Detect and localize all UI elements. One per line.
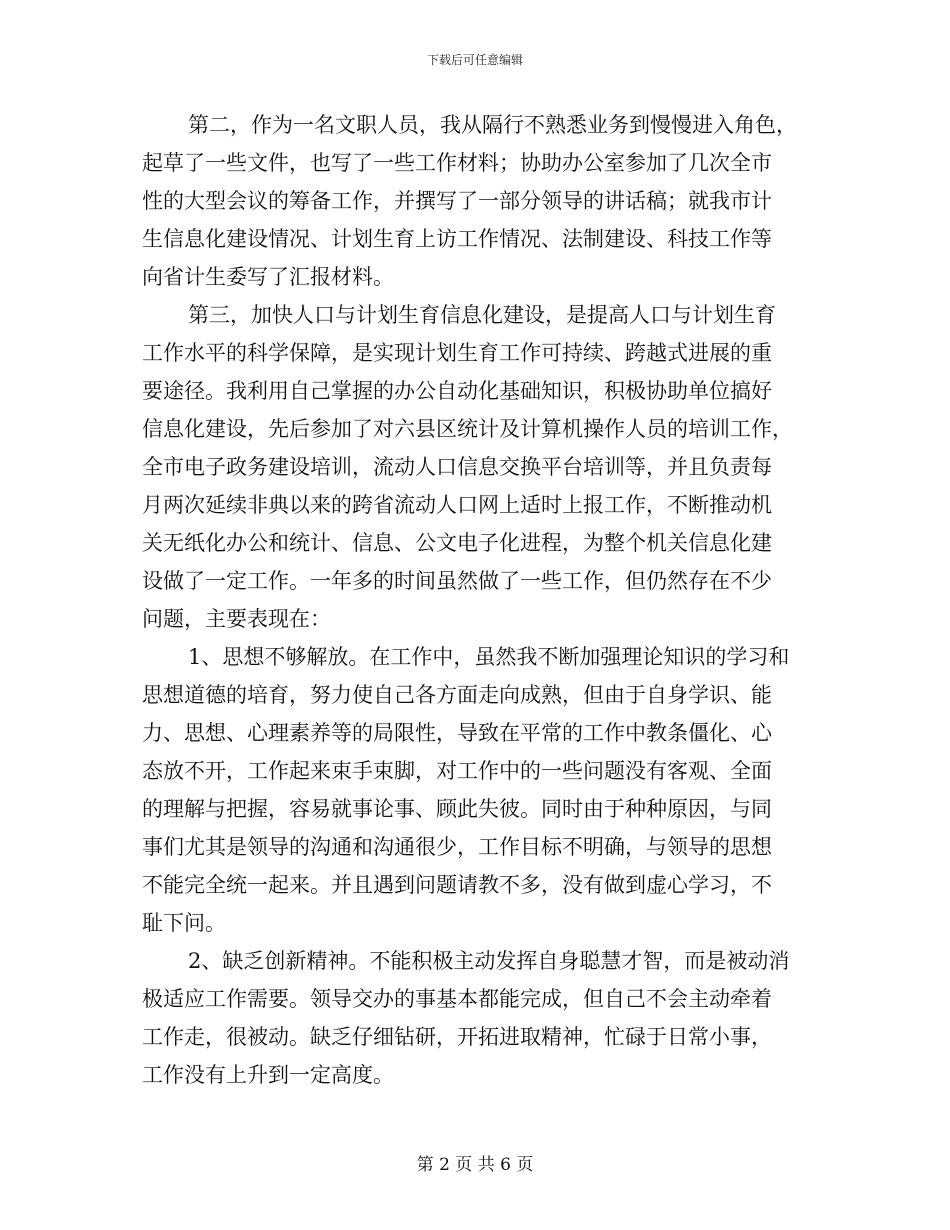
paragraph-line: 生信息化建设情况、计划生育上访工作情况、法制建设、科技工作等 (142, 227, 772, 251)
page-header: 下载后可任意编辑 (426, 53, 523, 67)
paragraph-line: 设做了一定工作。一年多的时间虽然做了一些工作，但仍然存在不少 (142, 569, 772, 593)
paragraph-line: 第二，作为一名文职人员，我从隔行不熟悉业务到慢慢进入角色， (188, 113, 797, 137)
paragraph-line: 向省计生委写了汇报材料。 (142, 265, 394, 289)
paragraph-line: 起草了一些文件，也写了一些工作材料；协助办公室参加了几次全市 (142, 151, 772, 175)
paragraph-line: 问题，主要表现在： (142, 607, 331, 631)
paragraph-line: 月两次延续非典以来的跨省流动人口网上适时上报工作，不断推动机 (142, 493, 772, 517)
paragraph-line: 工作没有上升到一定高度。 (142, 1063, 394, 1087)
paragraph-line: 第三，加快人口与计划生育信息化建设，是提高人口与计划生育 (188, 303, 776, 327)
paragraph-line: 关无纸化办公和统计、信息、公文电子化进程，为整个机关信息化建 (142, 531, 772, 555)
paragraph-line: 态放不开，工作起来束手束脚，对工作中的一些问题没有客观、全面 (142, 759, 772, 783)
paragraph-line: 思想道德的培育，努力使自己各方面走向成熟，但由于自身学识、能 (142, 683, 772, 707)
document-body (142, 106, 810, 1094)
paragraph-line: 工作水平的科学保障，是实现计划生育工作可持续、跨越式进展的重 (142, 341, 772, 365)
paragraph-line: 耻下问。 (142, 911, 226, 935)
paragraph-line: 全市电子政务建设培训，流动人口信息交换平台培训等，并且负责每 (142, 455, 772, 479)
paragraph-line: 力、思想、心理素养等的局限性，导致在平常的工作中教条僵化、心 (142, 721, 772, 745)
page-number-footer: 第 2 页 共 6 页 (416, 1155, 534, 1175)
paragraph-line: 性的大型会议的筹备工作，并撰写了一部分领导的讲话稿；就我市计 (142, 189, 772, 213)
paragraph-line: 的理解与把握，容易就事论事、顾此失彼。同时由于种种原因，与同 (142, 797, 772, 821)
paragraph-line: 不能完全统一起来。并且遇到问题请教不多，没有做到虚心学习，不 (142, 873, 772, 897)
paragraph-line: 1、思想不够解放。在工作中，虽然我不断加强理论知识的学习和 (188, 645, 790, 669)
paragraph-line: 要途径。我利用自己掌握的办公自动化基础知识，积极协助单位搞好 (142, 379, 772, 403)
paragraph-line: 事们尤其是领导的沟通和沟通很少，工作目标不明确，与领导的思想 (142, 835, 772, 859)
paragraph-line: 信息化建设，先后参加了对六县区统计及计算机操作人员的培训工作， (142, 417, 793, 441)
paragraph-line: 极适应工作需要。领导交办的事基本都能完成，但自己不会主动牵着 (142, 987, 772, 1011)
paragraph-line: 工作走，很被动。缺乏仔细钻研，开拓进取精神，忙碌于日常小事， (142, 1025, 772, 1049)
paragraph-line: 2、缺乏创新精神。不能积极主动发挥自身聪慧才智，而是被动消 (188, 949, 790, 973)
